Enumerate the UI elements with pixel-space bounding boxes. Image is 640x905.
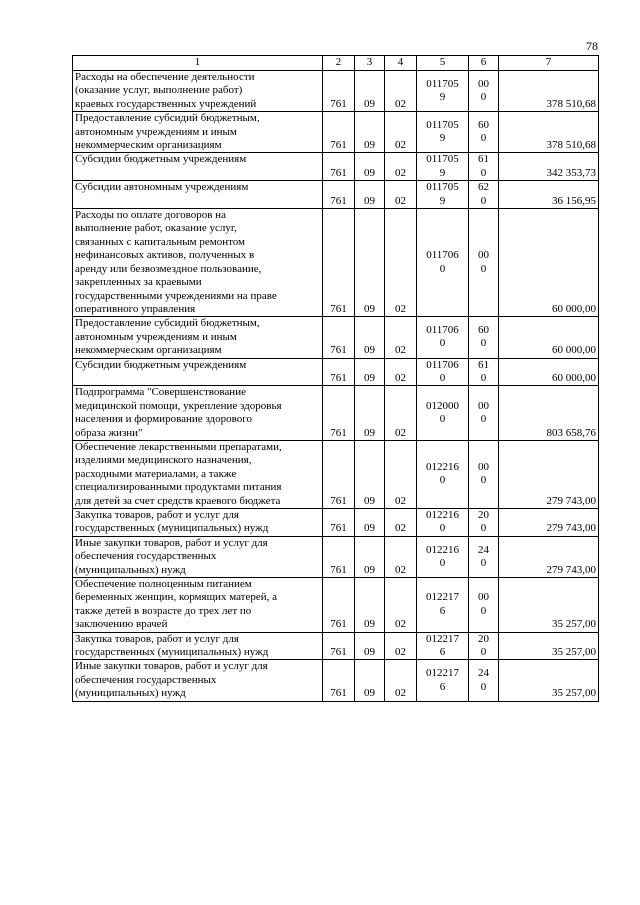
row-amount-cell: 279 743,00 (499, 509, 599, 537)
row-c6-cell (469, 578, 499, 633)
table-row (73, 386, 599, 441)
row-c6-line: 24 (478, 543, 489, 556)
row-name-line: связанных с капитальным ремонтом (75, 235, 246, 248)
row-c4-cell: 02 (385, 440, 417, 508)
row-c6-line: 0 (480, 371, 487, 384)
row-c2-cell: 761 (323, 660, 355, 701)
row-c5-line: 9 (439, 91, 446, 104)
row-amount-cell: 378 510,68 (499, 71, 599, 112)
row-name-line: обеспечения государственных (75, 550, 217, 563)
row-c6-cell (469, 181, 499, 209)
row-c5-cell (417, 536, 469, 577)
row-name-cell (73, 578, 323, 633)
row-c5-cell (417, 71, 469, 112)
table-body (73, 71, 599, 702)
row-c3-cell: 09 (355, 317, 385, 358)
table-row (73, 358, 599, 386)
row-name-line: Иные закупки товаров, работ и услуг для (75, 536, 268, 549)
row-c6-line: 0 (480, 413, 487, 426)
row-c6-cell (469, 112, 499, 153)
row-name-cell (73, 536, 323, 577)
row-c6-line: 20 (478, 509, 489, 521)
row-c5-cell (417, 660, 469, 701)
row-c5-line: 6 (439, 646, 446, 659)
row-name-line: образа жизни" (75, 426, 143, 439)
row-c5-line: 0 (439, 556, 446, 569)
row-name-line: Предоставление субсидий бюджетным, (75, 317, 260, 330)
row-amount-cell: 279 743,00 (499, 536, 599, 577)
row-c2-cell: 761 (323, 578, 355, 633)
row-c4-cell: 02 (385, 209, 417, 317)
row-name-line: оперативного управления (75, 302, 196, 315)
row-name-cell (73, 386, 323, 441)
row-amount-cell: 60 000,00 (499, 209, 599, 317)
row-name-cell (73, 509, 323, 537)
row-c5-cell (417, 386, 469, 441)
row-c5-line: 0 (439, 262, 446, 275)
row-amount-cell: 36 156,95 (499, 181, 599, 209)
row-c6-cell (469, 386, 499, 441)
row-c5-cell (417, 317, 469, 358)
row-c2-cell: 761 (323, 440, 355, 508)
row-name-line: Обеспечение полноценным питанием (75, 578, 252, 591)
row-c6-line: 00 (478, 249, 489, 262)
row-name-line: Иные закупки товаров, работ и услуг для (75, 660, 268, 673)
row-c6-cell (469, 536, 499, 577)
row-c5-line: 011706 (426, 358, 459, 371)
budget-table (72, 55, 599, 702)
row-c2-cell: 761 (323, 509, 355, 537)
row-name-line: автономным учреждениям и иным (75, 330, 237, 343)
row-c4-cell: 02 (385, 509, 417, 537)
row-c4-cell: 02 (385, 181, 417, 209)
row-name-line: специализированными продуктами питания (75, 481, 282, 494)
table-row (73, 509, 599, 537)
row-name-line: беременных женщин, кормящих матерей, а (75, 591, 278, 604)
row-c5-cell (417, 209, 469, 317)
page-number: 78 (586, 39, 598, 53)
table-header-row (73, 56, 599, 71)
header-cell: 4 (385, 56, 417, 71)
row-name-line: населения и формирование здорового (75, 413, 253, 426)
row-name-line: Расходы по оплате договоров на (75, 209, 226, 222)
row-amount-cell: 378 510,68 (499, 112, 599, 153)
row-c6-line: 0 (480, 337, 487, 350)
row-c6-line: 0 (480, 262, 487, 275)
row-c6-line: 0 (480, 604, 487, 617)
row-c5-line: 0 (439, 522, 446, 535)
header-cell: 7 (499, 56, 599, 71)
row-name-line: Закупка товаров, работ и услуг для (75, 632, 239, 645)
row-name-line: Субсидии бюджетным учреждениям (75, 153, 247, 166)
row-name-line: изделиями медицинского назначения, (75, 454, 252, 467)
row-c5-line: 0 (439, 413, 446, 426)
row-amount-cell: 342 353,73 (499, 153, 599, 181)
row-name-cell (73, 632, 323, 660)
row-c5-line: 012216 (426, 543, 459, 556)
row-c6-line: 0 (480, 194, 487, 207)
row-amount-cell: 803 658,76 (499, 386, 599, 441)
row-c4-cell: 02 (385, 386, 417, 441)
row-name-cell (73, 71, 323, 112)
row-c6-cell (469, 632, 499, 660)
row-c5-line: 012217 (426, 591, 459, 604)
row-c5-line: 9 (439, 166, 446, 179)
row-c6-line: 62 (478, 181, 489, 194)
row-c2-cell: 761 (323, 317, 355, 358)
row-name-cell (73, 317, 323, 358)
row-name-line: Субсидии автономным учреждениям (75, 181, 249, 194)
row-c5-line: 012217 (426, 667, 459, 680)
table-row (73, 632, 599, 660)
row-c6-cell (469, 358, 499, 386)
row-c6-cell (469, 153, 499, 181)
row-c3-cell: 09 (355, 71, 385, 112)
row-c4-cell: 02 (385, 112, 417, 153)
row-name-line: закрепленных за краевыми (75, 276, 202, 289)
row-amount-cell: 60 000,00 (499, 317, 599, 358)
row-name-line: расходными материалами, а также (75, 467, 237, 480)
header-cell: 5 (417, 56, 469, 71)
row-name-line: некоммерческим организациям (75, 139, 222, 152)
table-row (73, 209, 599, 317)
row-name-line: медицинской помощи, укрепление здоровья (75, 399, 282, 412)
row-name-line: Предоставление субсидий бюджетным, (75, 112, 260, 125)
row-name-line: Расходы на обеспечение деятельности (75, 71, 255, 83)
row-c6-line: 00 (478, 461, 489, 474)
row-c3-cell: 09 (355, 509, 385, 537)
row-name-cell (73, 660, 323, 701)
row-c5-cell (417, 509, 469, 537)
row-c3-cell: 09 (355, 358, 385, 386)
row-c5-line: 011705 (426, 181, 459, 194)
row-c5-cell (417, 112, 469, 153)
row-c5-line: 012000 (426, 399, 459, 412)
row-c6-cell (469, 509, 499, 537)
row-name-line: государственными учреждениями на праве (75, 289, 277, 302)
row-name-line: Подпрограмма "Совершенствование (75, 386, 246, 399)
table-row (73, 153, 599, 181)
row-c5-line: 9 (439, 194, 446, 207)
row-name-line: Закупка товаров, работ и услуг для (75, 509, 239, 521)
row-c6-cell (469, 660, 499, 701)
row-name-line: заключению врачей (75, 618, 168, 631)
row-c5-cell (417, 181, 469, 209)
row-c5-line: 012217 (426, 632, 459, 645)
row-c6-line: 20 (478, 632, 489, 645)
row-c6-line: 0 (480, 556, 487, 569)
row-name-cell (73, 209, 323, 317)
table-row (73, 440, 599, 508)
row-name-cell (73, 112, 323, 153)
row-c5-line: 6 (439, 604, 446, 617)
row-name-line: государственных (муниципальных) нужд (75, 522, 269, 535)
row-c6-line: 0 (480, 522, 487, 535)
row-name-cell (73, 181, 323, 209)
row-name-line: также детей в возрасте до трех лет по (75, 604, 252, 617)
table-row (73, 317, 599, 358)
row-c3-cell: 09 (355, 153, 385, 181)
row-c6-line: 61 (478, 358, 489, 371)
row-c6-line: 00 (478, 77, 489, 90)
row-name-line: аренду или безвозмездное пользование, (75, 262, 262, 275)
row-name-line: некоммерческим организациям (75, 344, 222, 357)
row-amount-cell: 60 000,00 (499, 358, 599, 386)
row-c5-line: 9 (439, 132, 446, 145)
row-c6-line: 00 (478, 399, 489, 412)
row-c5-line: 012216 (426, 461, 459, 474)
row-amount-cell: 35 257,00 (499, 632, 599, 660)
row-name-cell (73, 440, 323, 508)
row-name-cell (73, 358, 323, 386)
row-c3-cell: 09 (355, 440, 385, 508)
header-cell: 1 (73, 56, 323, 71)
row-amount-cell: 35 257,00 (499, 660, 599, 701)
row-c2-cell: 761 (323, 71, 355, 112)
row-name-line: нефинансовых активов, полученных в (75, 249, 255, 262)
header-cell: 6 (469, 56, 499, 71)
row-c2-cell: 761 (323, 112, 355, 153)
table-row (73, 660, 599, 701)
row-name-cell (73, 153, 323, 181)
row-c5-line: 011705 (426, 77, 459, 90)
row-c6-line: 0 (480, 646, 487, 659)
row-c4-cell: 02 (385, 153, 417, 181)
row-c2-cell: 761 (323, 536, 355, 577)
row-c3-cell: 09 (355, 536, 385, 577)
row-c6-line: 0 (480, 91, 487, 104)
row-c6-line: 0 (480, 474, 487, 487)
row-c5-cell (417, 358, 469, 386)
row-c3-cell: 09 (355, 181, 385, 209)
row-c5-line: 011706 (426, 249, 459, 262)
row-c2-cell: 761 (323, 209, 355, 317)
table-row (73, 181, 599, 209)
row-c6-line: 61 (478, 153, 489, 166)
row-c2-cell: 761 (323, 153, 355, 181)
row-c5-line: 011706 (426, 324, 459, 337)
row-c6-line: 00 (478, 591, 489, 604)
row-c5-cell (417, 632, 469, 660)
row-c5-line: 012216 (426, 509, 459, 521)
row-c3-cell: 09 (355, 386, 385, 441)
row-c5-line: 0 (439, 371, 446, 384)
row-c3-cell: 09 (355, 112, 385, 153)
row-c6-cell (469, 440, 499, 508)
row-amount-cell: 35 257,00 (499, 578, 599, 633)
row-c6-line: 60 (478, 118, 489, 131)
row-c5-line: 6 (439, 680, 446, 693)
row-c6-line: 0 (480, 166, 487, 179)
row-c3-cell: 09 (355, 632, 385, 660)
row-c4-cell: 02 (385, 660, 417, 701)
row-c5-line: 0 (439, 474, 446, 487)
row-name-line: краевых государственных учреждений (75, 97, 257, 110)
row-c2-cell: 761 (323, 632, 355, 660)
row-name-line: выполнение работ, оказание услуг, (75, 222, 237, 235)
row-c5-cell (417, 440, 469, 508)
row-c5-line: 011705 (426, 118, 459, 131)
row-name-line: (муниципальных) нужд (75, 563, 186, 576)
header-cell: 3 (355, 56, 385, 71)
row-c4-cell: 02 (385, 317, 417, 358)
row-name-line: Субсидии бюджетным учреждениям (75, 358, 247, 371)
row-name-line: обеспечения государственных (75, 673, 217, 686)
row-c6-cell (469, 317, 499, 358)
row-c2-cell: 761 (323, 386, 355, 441)
header-cell: 2 (323, 56, 355, 71)
row-c4-cell: 02 (385, 578, 417, 633)
row-c3-cell: 09 (355, 660, 385, 701)
row-c5-line: 0 (439, 337, 446, 350)
table-row (73, 112, 599, 153)
row-c3-cell: 09 (355, 578, 385, 633)
row-c6-line: 24 (478, 667, 489, 680)
row-name-line: государственных (муниципальных) нужд (75, 646, 269, 659)
row-c6-cell (469, 71, 499, 112)
table-row (73, 578, 599, 633)
row-c2-cell: 761 (323, 181, 355, 209)
row-name-line: (оказание услуг, выполнение работ) (75, 84, 243, 97)
row-c6-line: 60 (478, 324, 489, 337)
row-name-line: (муниципальных) нужд (75, 687, 186, 700)
row-amount-cell: 279 743,00 (499, 440, 599, 508)
row-c6-line: 0 (480, 680, 487, 693)
row-c5-line: 011705 (426, 153, 459, 166)
row-c4-cell: 02 (385, 536, 417, 577)
row-c4-cell: 02 (385, 358, 417, 386)
row-c5-cell (417, 153, 469, 181)
table-row (73, 536, 599, 577)
row-c6-line: 0 (480, 132, 487, 145)
row-c3-cell: 09 (355, 209, 385, 317)
row-c4-cell: 02 (385, 71, 417, 112)
table-row (73, 71, 599, 112)
row-c2-cell: 761 (323, 358, 355, 386)
row-name-line: автономным учреждениям и иным (75, 125, 237, 138)
row-name-line: для детей за счет средств краевого бюджета (75, 494, 281, 507)
row-c5-cell (417, 578, 469, 633)
row-c4-cell: 02 (385, 632, 417, 660)
row-c6-cell (469, 209, 499, 317)
row-name-line: Обеспечение лекарственными препаратами, (75, 440, 282, 453)
